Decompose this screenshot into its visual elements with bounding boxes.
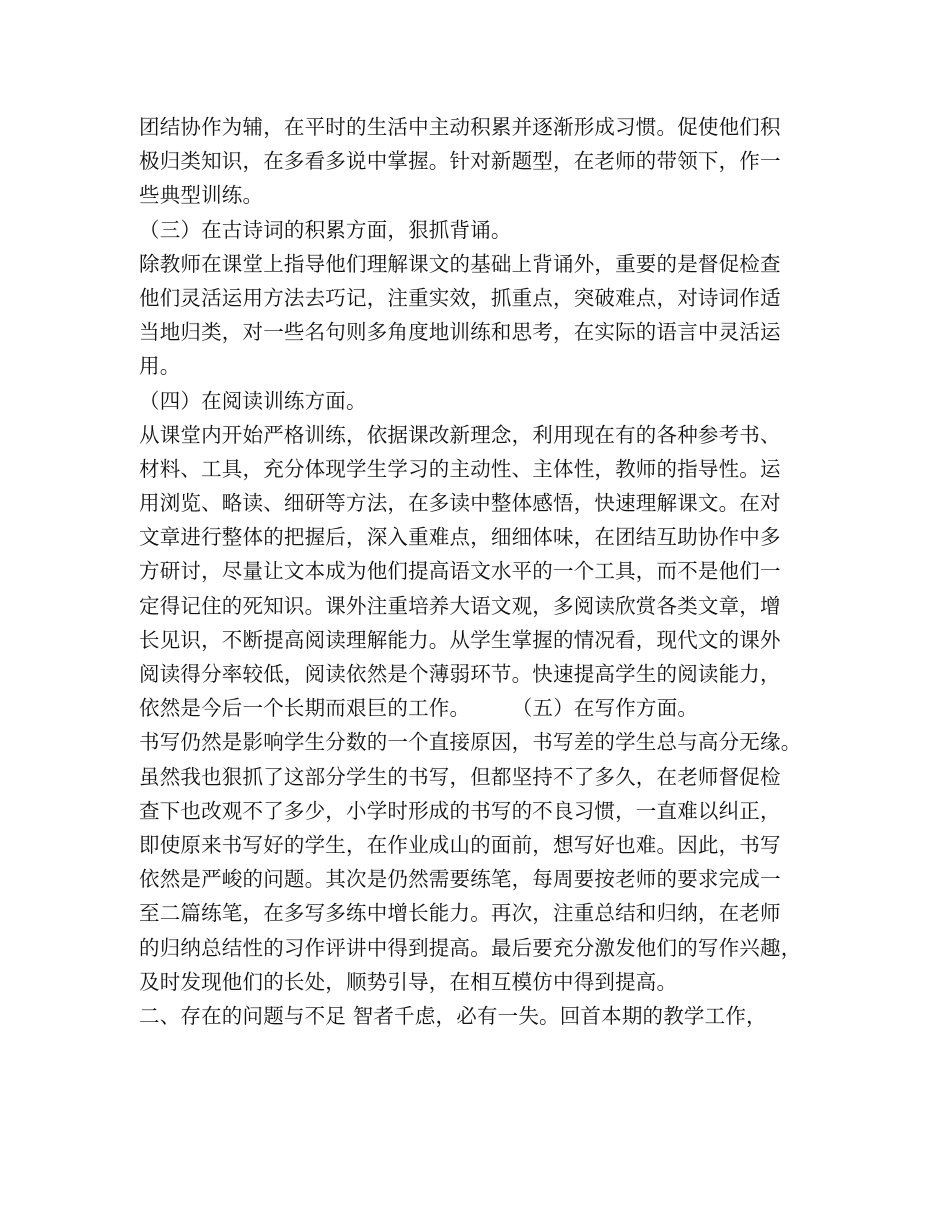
section-heading-three: （三）在古诗词的积累方面，狠抓背诵。: [139, 217, 512, 242]
text-line: 至二篇练笔，在多写多练中增长能力。再次，注重总结和归纳，在老师: [139, 901, 781, 926]
text-line: 他们灵活运用方法去巧记，注重实效，抓重点，突破难点，对诗词作适: [139, 285, 781, 310]
text-line: 从课堂内开始严格训练，依据课改新理念，利用现在有的各种参考书、: [139, 422, 781, 447]
text-line: 用。: [139, 354, 181, 379]
section-heading-two: 二、存在的问题与不足 智者千虑，必有一失。回首本期的教学工作，: [139, 1003, 767, 1028]
text-line: 查下也改观不了多少，小学时形成的书写的不良习惯，一直难以纠正，: [139, 798, 781, 823]
text-line-with-heading-five: 依然是今后一个长期而艰巨的工作。 （五）在写作方面。: [139, 696, 699, 721]
text-line: 即使原来书写好的学生，在作业成山的面前，想写好也难。因此，书写: [139, 832, 781, 857]
text-line: 材料、工具，充分体现学生学习的主动性、主体性，教师的指导性。运: [139, 456, 781, 481]
text-line: 定得记住的死知识。课外注重培养大语文观，多阅读欣赏各类文章，增: [139, 593, 781, 618]
text-line: 些典型训练。: [139, 183, 264, 208]
text-line: 除教师在课堂上指导他们理解课文的基础上背诵外，重要的是督促检查: [139, 251, 781, 276]
text-line: 阅读得分率较低，阅读依然是个薄弱环节。快速提高学生的阅读能力，: [139, 662, 781, 686]
text-line: 用浏览、略读、细研等方法，在多读中整体感悟，快速理解课文。在对: [139, 491, 781, 516]
text-line: 当地归类，对一些名句则多角度地训练和思考，在实际的语言中灵活运: [139, 320, 781, 345]
section-heading-four: （四）在阅读训练方面。: [139, 388, 367, 413]
text-line: 文章进行整体的把握后，深入重难点，细细体味，在团结互助协作中多: [139, 525, 781, 550]
body-text: [139, 110, 839, 1033]
text-line: 依然是严峻的问题。其次是仍然需要练笔，每周要按老师的要求完成一: [139, 867, 781, 892]
text-line: 方研讨，尽量让文本成为他们提高语文水平的一个工具，而不是他们一: [139, 559, 781, 584]
text-line: 极归类知识，在多看多说中掌握。针对新题型，在老师的带领下，作一: [139, 149, 781, 174]
text-line: 长见识，不断提高阅读理解能力。从学生掌握的情况看，现代文的课外: [139, 627, 781, 652]
text-line: 团结协作为辅，在平时的生活中主动积累并逐渐形成习惯。促使他们积: [139, 115, 781, 139]
text-line: 的归纳总结性的习作评讲中得到提高。最后要充分激发他们的写作兴趣，: [139, 935, 802, 960]
text-line: 书写仍然是影响学生分数的一个直接原因，书写差的学生总与高分无缘。: [139, 730, 802, 755]
text-line: 虽然我也狠抓了这部分学生的书写，但都坚持不了多久，在老师督促检: [139, 764, 781, 789]
text-line: 及时发现他们的长处，顺势引导，在相互模仿中得到提高。: [139, 969, 678, 994]
